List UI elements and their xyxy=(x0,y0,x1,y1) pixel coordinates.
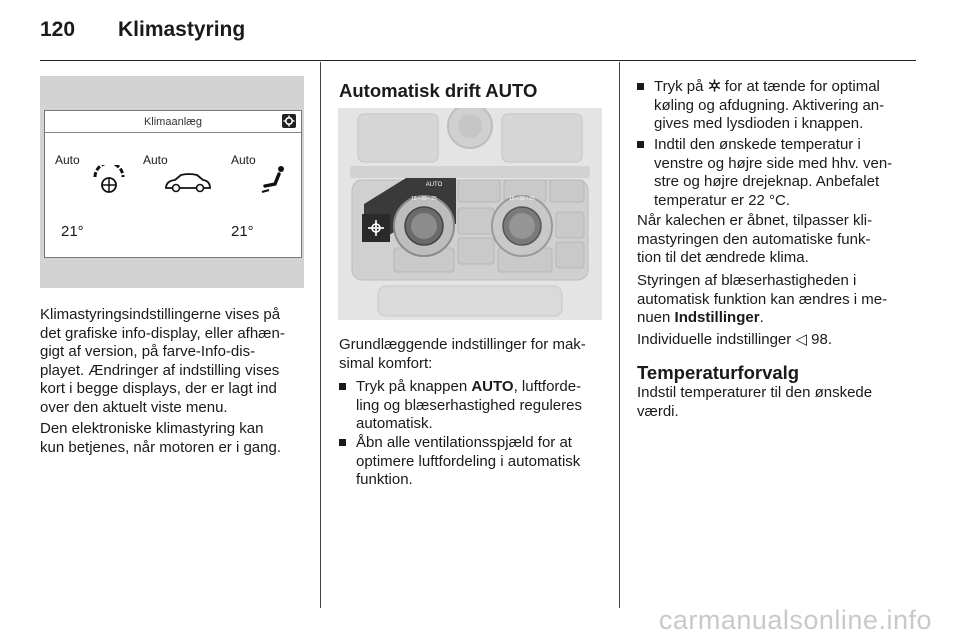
temp-right: 21° xyxy=(231,223,254,240)
car-airflow-icon xyxy=(163,171,213,195)
seat-airflow-icon xyxy=(259,165,289,197)
header-rule xyxy=(40,60,916,61)
bullet-auto: Tryk på knappen AUTO, luftforde- ling og blæserhastighed reguleres automatisk. xyxy=(339,378,611,434)
section-heading-temperature: Temperaturforvalg xyxy=(637,362,800,383)
bullet-cooling: Tryk på for at tænde for optimal køling og afdugning. Aktivering an- gives med lysdioden i knappen. xyxy=(637,78,917,134)
bullet-square xyxy=(637,83,644,90)
fan-icon xyxy=(89,165,129,195)
left-dial-scale: 15 • 22 • 25 xyxy=(411,196,437,202)
bullet-square xyxy=(339,383,346,390)
auto-button-label: AUTO xyxy=(425,182,443,188)
section-heading-auto: Automatisk drift AUTO xyxy=(339,80,538,101)
column-divider-left xyxy=(320,62,321,608)
engine-note-paragraph: Den elektroniske klimastyring kan kun betjenes, når motoren er i gang. xyxy=(40,420,281,456)
intro-paragraph: Klimastyringsindstillingerne vises på det grafiske info-display, eller afhæn- gigt af version, på farve-Info-dis- playet. Ændringer af indstilling vises kort i begge displays, der er lagt ind over den aktuelt viste menu. xyxy=(40,306,285,416)
bullet-vents: Åbn alle ventilationsspjæld for at optimere luftfordeling i automatisk funktion. xyxy=(339,434,611,490)
bullet-temperature: Indtil den ønskede temperatur i venstre og højre side med hhv. ven- stre og højre drejeknap. Anbefalet temperatur er 22 °C. xyxy=(637,136,917,210)
page-title: Klimastyring xyxy=(118,18,246,41)
fan-speed-paragraph: Styringen af blæserhastigheden i automatisk funktion kan ændres i me- nuen Indstillinger. xyxy=(637,272,888,327)
auto-label-distribution: Auto xyxy=(143,153,168,167)
control-panel-figure xyxy=(338,108,602,320)
temp-left: 21° xyxy=(61,223,84,240)
auto-label-fan: Auto xyxy=(55,153,80,167)
column-divider-right xyxy=(619,62,620,608)
convertible-paragraph: Når kalechen er åbnet, tilpasser kli- mastyringen den automatiske funk- tion til det ændrede klima. xyxy=(637,212,873,267)
bullet-square xyxy=(637,141,644,148)
watermark: carmanualsonline.info xyxy=(658,605,932,635)
fan-snowflake-icon xyxy=(708,79,721,92)
screen-divider xyxy=(45,132,301,133)
auto-label-seat: Auto xyxy=(231,153,256,167)
comfort-intro: Grundlæggende indstillinger for mak- simal komfort: xyxy=(339,336,586,372)
right-dial-scale: 15 • 22 • 25 xyxy=(509,196,535,202)
settings-menu-reference: Indstillinger xyxy=(674,309,760,327)
temperature-paragraph: Indstil temperaturer til den ønskede værdi. xyxy=(637,384,873,420)
page-number: 120 xyxy=(40,18,76,41)
settings-icon xyxy=(282,114,296,128)
page-reference-arrow-icon: ◁ xyxy=(795,331,807,348)
climate-screen xyxy=(44,110,302,258)
bullet-square xyxy=(339,439,346,446)
screen-title: Klimaanlæg xyxy=(143,116,203,128)
individual-settings-reference[interactable]: Individuelle indstillinger ◁ 98. xyxy=(637,331,833,348)
